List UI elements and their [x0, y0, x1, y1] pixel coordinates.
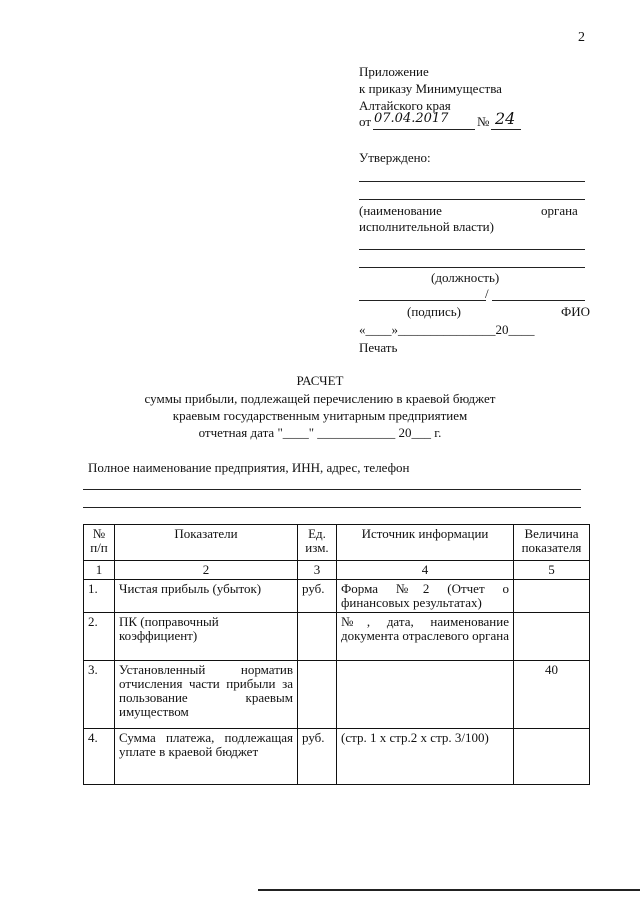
- appendix-block: [359, 63, 502, 114]
- appendix-number-underline: [491, 129, 521, 130]
- authority-caption-right: органа: [541, 203, 578, 218]
- signature-line: [359, 300, 486, 301]
- enterprise-line-2: [83, 507, 581, 508]
- approved-label: Утверждено:: [359, 150, 431, 165]
- fio-caption: ФИО: [561, 304, 591, 319]
- colnum-1: 1: [84, 561, 115, 580]
- row-num: 4.: [84, 729, 115, 785]
- calculation-table: [83, 524, 590, 785]
- authority-caption-line2: исполнительной власти): [359, 219, 494, 234]
- row-num: 1.: [84, 580, 115, 613]
- header-unit: Ед. изм.: [298, 525, 337, 561]
- header-source: Источник информации: [337, 525, 514, 561]
- colnum-5: 5: [514, 561, 590, 580]
- table-row: [84, 661, 590, 729]
- appendix-number-label: №: [477, 114, 490, 129]
- appendix-line2: к приказу Минимущества: [359, 81, 502, 96]
- title-line2: краевым государственным унитарным предприятием: [172, 408, 468, 423]
- colnum-4: 4: [337, 561, 514, 580]
- title-heading: РАСЧЕТ: [296, 373, 344, 388]
- position-caption: (должность): [431, 270, 500, 285]
- table-colnum-row: [84, 561, 590, 580]
- row-indicator: Сумма платежа, подлежащая уплате в краевой бюджет: [115, 729, 298, 785]
- row-source: (стр. 1 х стр.2 х стр. 3/100): [337, 729, 514, 785]
- table-row: [84, 613, 590, 661]
- row-value: [514, 613, 590, 661]
- approved-line-3: [359, 249, 585, 250]
- colnum-2: 2: [115, 561, 298, 580]
- appendix-date-underline: [373, 129, 475, 130]
- appendix-number-handwritten: 24: [495, 109, 516, 128]
- signature-caption: (подпись): [407, 304, 461, 319]
- title-line1: суммы прибыли, подлежащей перечислению в краевой бюджет: [144, 391, 496, 406]
- stamp-label: Печать: [359, 340, 398, 355]
- table-row: [84, 580, 590, 613]
- row-indicator: Установленный норматив отчисления части прибыли за пользование краевым имуществом: [115, 661, 298, 729]
- approved-date-line: «____»_______________20____: [359, 322, 535, 337]
- approved-line-1: [359, 181, 585, 182]
- row-unit: [298, 661, 337, 729]
- row-value: 40: [514, 661, 590, 729]
- colnum-3: 3: [298, 561, 337, 580]
- authority-caption-left: (наименование: [359, 203, 442, 218]
- row-unit: руб.: [298, 729, 337, 785]
- table-row: [84, 729, 590, 785]
- row-unit: [298, 613, 337, 661]
- row-num: 3.: [84, 661, 115, 729]
- title-line3: отчетная дата "____" ____________ 20___ г.: [198, 425, 442, 440]
- header-value: Величина показателя: [514, 525, 590, 561]
- table-header-row: [84, 525, 590, 561]
- header-num: № п/п: [84, 525, 115, 561]
- fio-line: [492, 300, 585, 301]
- row-indicator: ПК (поправочный коэффициент): [115, 613, 298, 661]
- row-source: Форма №2 (Отчет о финансовых результатах): [337, 580, 514, 613]
- signature-slash: /: [485, 286, 489, 301]
- row-num: 2.: [84, 613, 115, 661]
- approved-line-2: [359, 199, 585, 200]
- appendix-from-label: от: [359, 114, 372, 129]
- row-value: [514, 729, 590, 785]
- enterprise-line-1: [83, 489, 581, 490]
- page-edge-line: [258, 889, 640, 891]
- appendix-line1: Приложение: [359, 64, 429, 79]
- row-indicator: Чистая прибыль (убыток): [115, 580, 298, 613]
- approved-line-4: [359, 267, 585, 268]
- row-source: [337, 661, 514, 729]
- row-source: №, дата, наименование документа отраслевого органа: [337, 613, 514, 661]
- appendix-date-handwritten: 07.04.2017: [374, 111, 449, 126]
- page-number: 2: [578, 30, 585, 45]
- row-unit: руб.: [298, 580, 337, 613]
- enterprise-label: Полное наименование предприятия, ИНН, адрес, телефон: [88, 460, 410, 475]
- row-value: [514, 580, 590, 613]
- appendix-line3: Алтайского края: [359, 98, 451, 113]
- header-indicator: Показатели: [115, 525, 298, 561]
